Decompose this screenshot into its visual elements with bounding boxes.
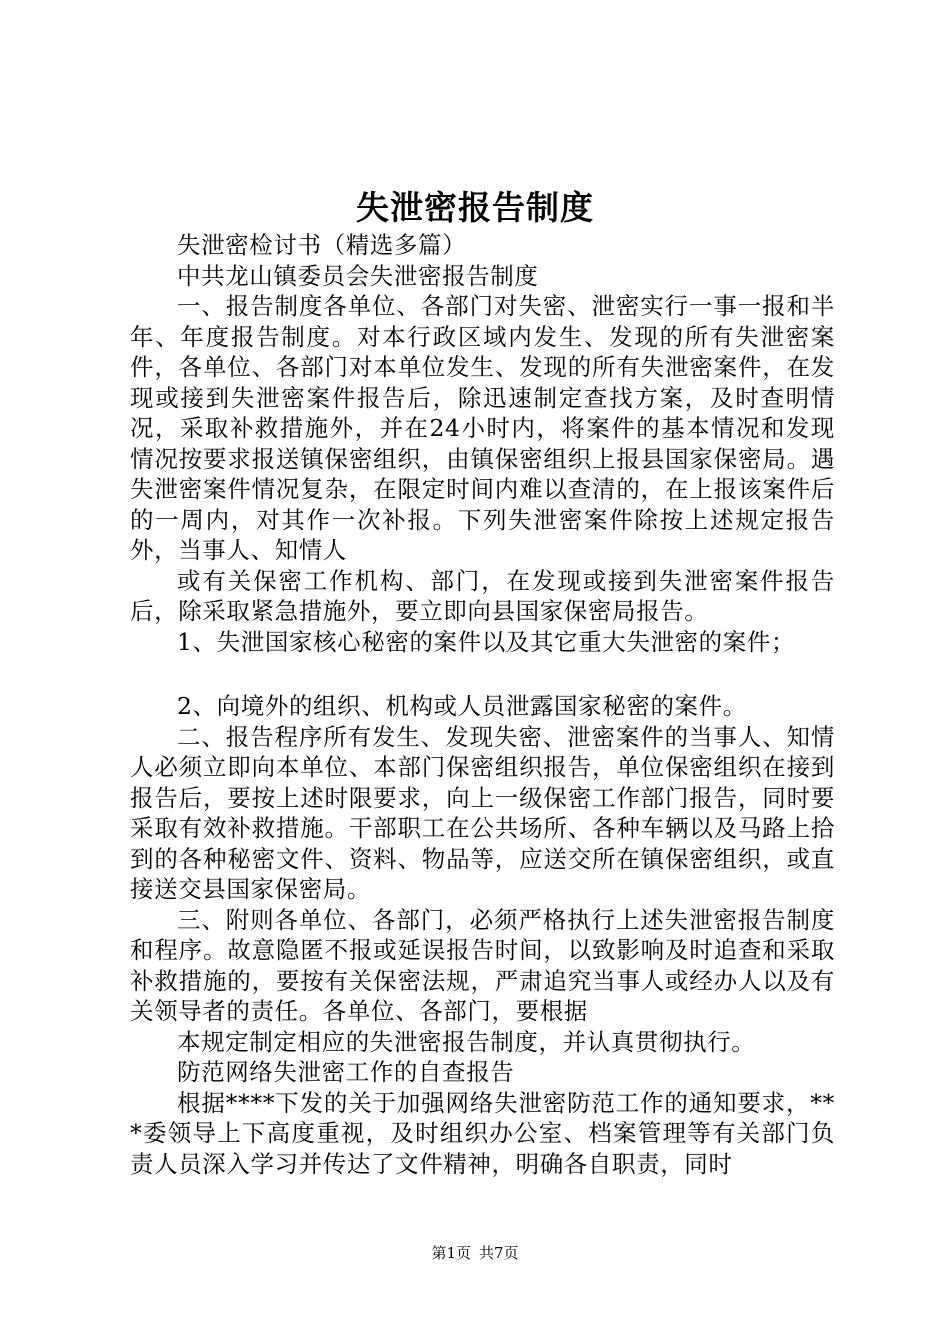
- paragraph: 中共龙山镇委员会失泄密报告制度: [177, 261, 539, 290]
- document-title: 失泄密报告制度: [356, 188, 594, 227]
- paragraph: 1、失泄国家核心秘密的案件以及其它重大失泄密的案件；: [177, 627, 796, 656]
- page-footer: [0, 1243, 950, 1263]
- paragraph: 本规定制定相应的失泄密报告制度，并认真贯彻执行。: [177, 1027, 756, 1056]
- paragraph: 失泄密检讨书（精选多篇）: [177, 231, 467, 259]
- paragraph: 二、报告程序所有发生、发现失密、泄密案件的当事人、知情人必须立即向本单位、本部门保密组织报告，单位保密组织在接到报告后，要按上述时限要求，向上一级保密工作部门报告，同时要采取有效补救措施。干部职工在公共场所、各种车辆以及马路上拾到的各种秘密文件、资料、物品等，应送交所在镇保密组织，或直接送交县国家保密局。: [130, 722, 835, 903]
- paragraph: 根据****下发的关于加强网络失泄密防范工作的通知要求，***委领导上下高度重视，及时组织办公室、档案管理等有关部门负责人员深入学习并传达了文件精神，明确各自职责，同时: [130, 1088, 835, 1178]
- paragraph: 防范网络失泄密工作的自查报告: [177, 1058, 515, 1086]
- paragraph: 2、向境外的组织、机构或人员泄露国家秘密的案件。: [177, 692, 747, 720]
- document-body: [130, 230, 835, 1179]
- paragraph: 三、附则各单位、各部门，必须严格执行上述失泄密报告制度和程序。故意隐匿不报或延误报告时间，以致影响及时追查和采取补救措施的，要按有关保密法规，严肃追究当事人或经办人以及有关领导者的责任。各单位、各部门，要根据: [130, 905, 835, 1025]
- paragraph-spacer: [130, 657, 835, 691]
- page-number: 第1页: [431, 1244, 471, 1262]
- page-total: 共7页: [479, 1244, 519, 1262]
- paragraph: 或有关保密工作机构、部门，在发现或接到失泄密案件报告后，除采取紧急措施外，要立即向县国家保密局报告。: [130, 566, 835, 625]
- paragraph: 一、报告制度各单位、各部门对失密、泄密实行一事一报和半年、年度报告制度。对本行政区域内发生、发现的所有失泄密案件，各单位、各部门对本单位发生、发现的所有失泄密案件，在发现或接到失泄密案件报告后，除迅速制定查找方案，及时查明情况，采取补救措施外，并在24小时内，将案件的基本情况和发现情况按要求报送镇保密组织，由镇保密组织上报县国家保密局。遇失泄密案件情况复杂，在限定时间内难以查清的，在上报该案件后的一周内，对其作一次补报。下列失泄密案件除按上述规定报告外，当事人、知情人: [130, 292, 835, 564]
